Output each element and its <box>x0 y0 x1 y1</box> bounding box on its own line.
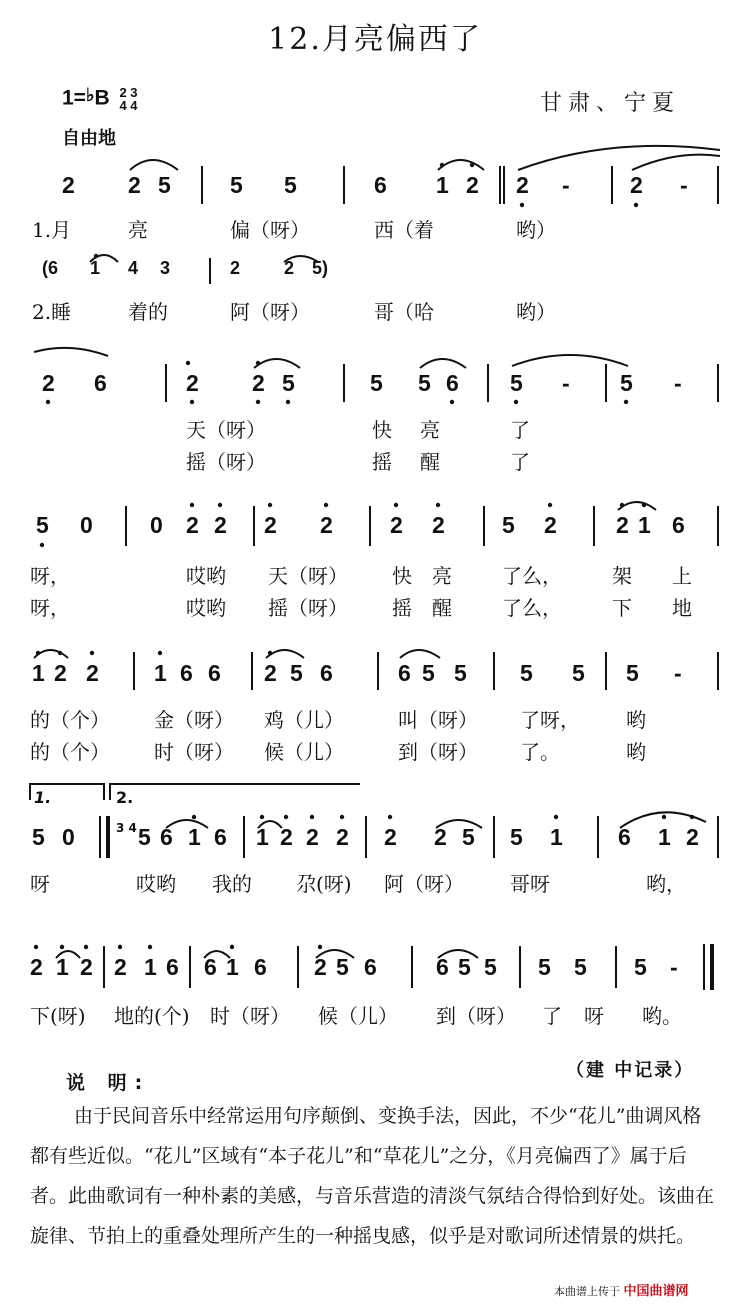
score-line-3: 5 0 0 2 2 2 2 2 2 5 2 2 1 6 <box>36 512 685 538</box>
volta-1: 1. <box>34 788 52 807</box>
tempo-marking: 自由地 <box>62 128 116 149</box>
key-signature: 1=♭B 2 3 4 4 <box>62 84 138 113</box>
explanation-text: 由于民间音乐中经常运用句序颠倒、变换手法，因此，不少“花儿”曲调风格都有些近似。“花儿”区域有“本子花儿”和“草花儿”之分，《月亮偏西了》属于后者。此曲歌词有一种朴素的美感，与音乐营造的清淡气氛结合得恰到好处。该曲在旋律、节拍上的重叠处理所产生的一种摇曳感，似乎是对歌词所述情景的烘托。 <box>30 1105 715 1247</box>
pickup-line: (6 1 4 3 2 2 5) <box>42 258 329 278</box>
recorder-credit: （建 中记录） <box>566 1060 695 1081</box>
meter-change: 3 4 <box>116 821 137 835</box>
volta-2: 2. <box>116 788 134 807</box>
region-label: 甘肃、宁夏 <box>540 91 681 116</box>
score-line-4: 1 2 2 1 6 6 2 5 6 6 5 5 5 5 5 - <box>32 660 682 686</box>
score-line-5: 5 0 5 6 1 6 1 2 2 2 2 2 5 5 1 6 1 2 <box>32 824 699 850</box>
score-line-1: 2 2 5 5 5 6 1 2 2 - 2 - <box>62 172 688 198</box>
site-logo: 中国曲谱网 <box>623 1284 689 1299</box>
time-signature: 2 3 4 4 <box>119 85 138 113</box>
score-line-2: 2 6 2 2 5 5 5 6 5 - 5 - <box>42 370 682 396</box>
explanation-heading: 说 明: <box>66 1072 151 1094</box>
score-line-6: 2 1 2 2 1 6 6 1 6 2 5 6 6 5 5 5 5 5 - <box>30 954 678 980</box>
footer-credit: 本曲谱上传于 中国曲谱网 <box>554 1284 689 1299</box>
song-title: 12.月亮偏西了 <box>268 22 482 57</box>
